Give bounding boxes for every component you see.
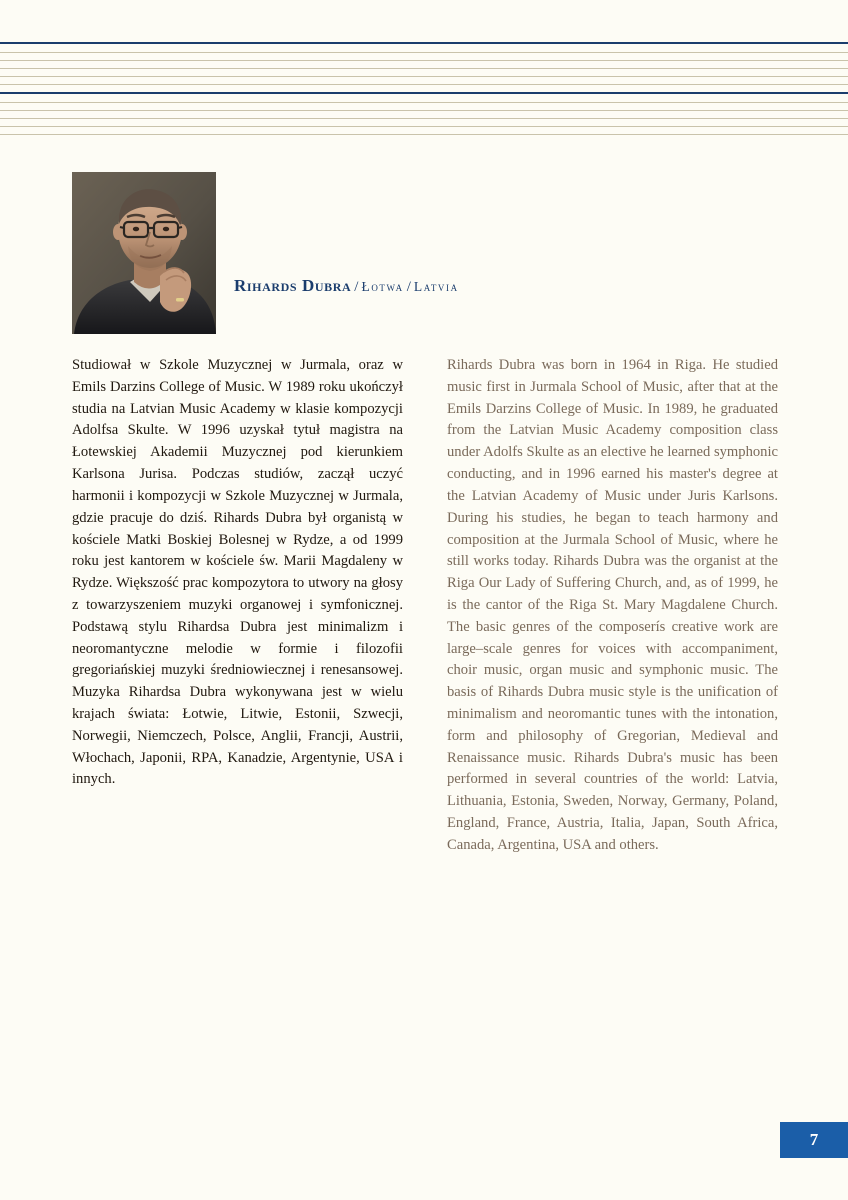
- staff-line: [0, 110, 848, 111]
- composer-header: [72, 172, 776, 334]
- country-english: Latvia: [413, 279, 459, 294]
- name-separator-1: /: [354, 279, 359, 295]
- biography-text-polish: Studiował w Szkole Muzycznej w Jurmala, oraz w Emils Darzins College of Music. W 1989 roku ukończył studia na Latvian Music Academy w klasie kompozycji Adolfsa Skulte. W 1996 uzyskał tytuł magistra na Łotewskiej Akademii Muzycznej pod kierunkiem Karlsona Jurisa. Podczas studiów, zaczął uczyć harmonii i kompozycji w Szkole Muzycznej w Jurmala, gdzie pracuje do dziś. Rihards Dubra był organistą w kościele Matki Boskiej Bolesnej w Rydze, a od 1999 roku jest kantorem w kościele św. Marii Magdaleny w Rydze. Większość prac kompozytora to utwory na głosy z towarzyszeniem muzyki organowej i symfonicznej. Podstawą stylu Rihardsa Dubra jest minimalizm i neoromantyczne melodie w formie i filozofii gregoriańskiej muzyki średniowiecznej i renesansowej. Muzyka Rihardsa Dubra wykonywana jest w wielu krajach świata: Łotwie, Litwie, Estonii, Szwecji, Norwegii, Niemczech, Polsce, Anglii, Francji, Austrii, Włochach, Japonii, RPA, Kanadzie, Argentynie, USA i innych.: [72, 357, 403, 788]
- header-rule-bottom: [0, 92, 848, 94]
- staff-line: [0, 134, 848, 135]
- composer-name-line: [234, 276, 459, 296]
- staff-lines-top: [0, 52, 848, 92]
- staff-line: [0, 84, 848, 85]
- portrait-photo: [72, 172, 216, 334]
- staff-line: [0, 102, 848, 103]
- staff-line: [0, 118, 848, 119]
- staff-line: [0, 60, 848, 61]
- biography-text-english: Rihards Dubra was born in 1964 in Riga. He studied music first in Jurmala School of Music, after that at the Emils Darzins College of Music. In 1989, he graduated from the Latvian Music Academy composition class under Adolfs Skulte as an elective he learned symphonic conducting, and in 1996 earned his master's degree at the Latvian Academy of Music under Juris Karlsons. During his studies, he began to teach harmony and composition at the Jurmala School of Music, where he still works today. Rihards Dubra was the organist at the Riga Our Lady of Suffering Church, and, as of 1999, he is the cantor of the Riga St. Mary Magdalene Church. The basic genres of the composerís creative work are large–scale genres for voices with accompaniment, choir music, organ music and symphonic music. The basis of Rihards Dubra music style is the unification of minimalism and neoromantic tunes with the intonation, form and philosophy of Gregorian, Medieval and Renaissance music. Rihards Dubra's music has been performed in several countries of the world: Latvia, Lithuania, Estonia, Sweden, Norway, Germany, Poland, England, France, Austria, Italia, Japan, South Africa, Canada, Argentina, USA and others.: [447, 357, 778, 853]
- header-rule-top: [0, 42, 848, 44]
- country-polish: Łotwa: [361, 279, 404, 294]
- page-number-badge: 7: [780, 1122, 848, 1158]
- staff-line: [0, 52, 848, 53]
- biography-column-polish: [72, 355, 403, 857]
- biography-columns: [72, 355, 778, 857]
- staff-lines-bottom: [0, 102, 848, 142]
- composer-name: Rihards Dubra: [234, 276, 352, 295]
- staff-line: [0, 68, 848, 69]
- composer-portrait: [72, 172, 216, 334]
- staff-line: [0, 126, 848, 127]
- biography-column-english: [447, 355, 778, 857]
- staff-line: [0, 76, 848, 77]
- name-separator-2: /: [406, 279, 411, 295]
